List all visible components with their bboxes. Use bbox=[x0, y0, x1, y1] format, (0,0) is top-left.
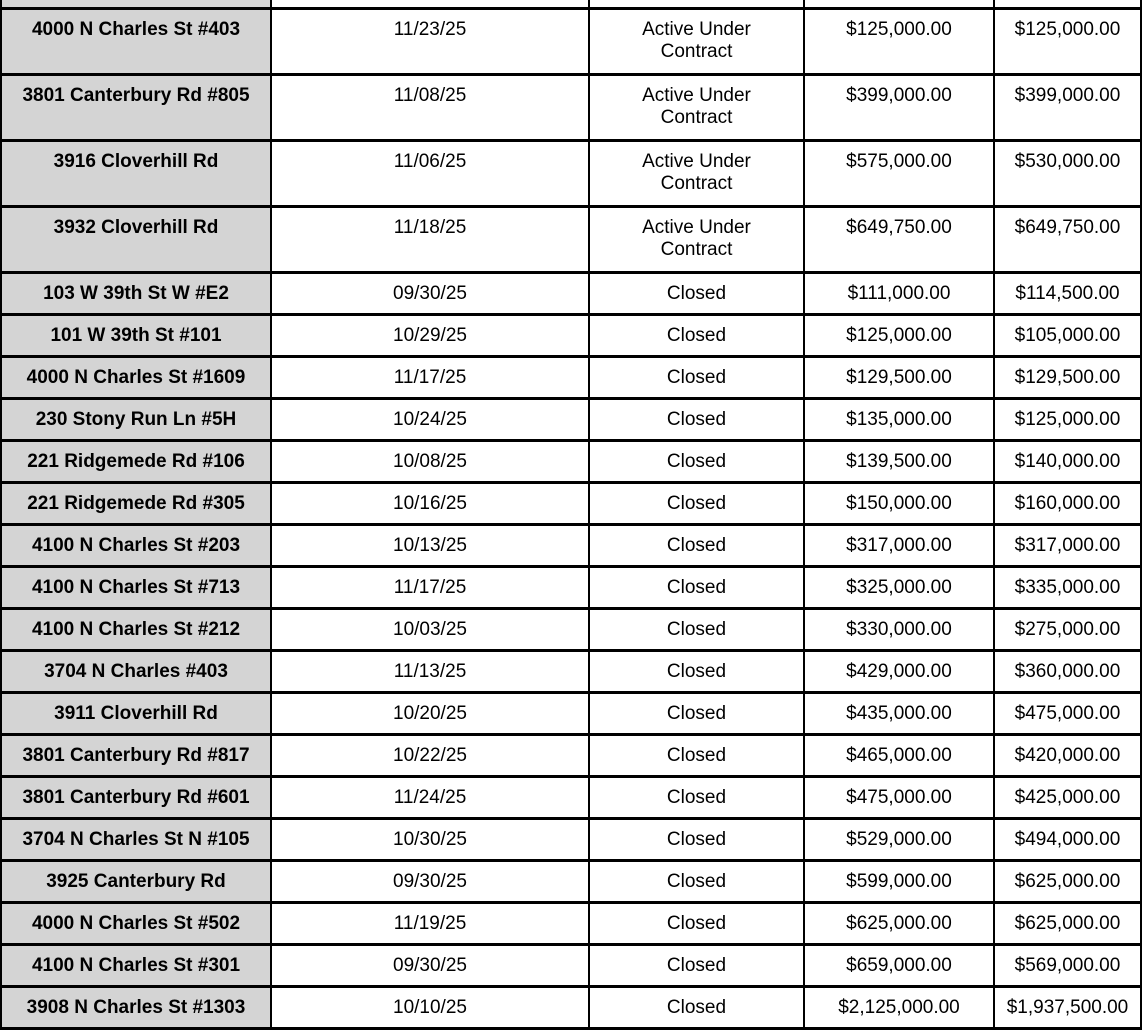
address-cell bbox=[1, 0, 271, 8]
date-cell: 10/24/25 bbox=[271, 398, 589, 440]
table-row bbox=[1, 440, 1141, 482]
address-cell: 4100 N Charles St #212 bbox=[1, 608, 271, 650]
status-text: Closed bbox=[666, 744, 727, 766]
date-cell: 10/03/25 bbox=[271, 608, 589, 650]
address-cell: 101 W 39th St #101 bbox=[1, 314, 271, 356]
status-text: Closed bbox=[666, 870, 727, 892]
sold-price-cell: $335,000.00 bbox=[994, 566, 1141, 608]
table-row bbox=[1, 986, 1141, 1028]
table-row bbox=[1, 776, 1141, 818]
status-cell bbox=[589, 524, 804, 566]
status-text: Closed bbox=[666, 702, 727, 724]
sold-price-cell: $399,000.00 bbox=[994, 74, 1141, 140]
sold-price-cell: $475,000.00 bbox=[994, 692, 1141, 734]
status-cell bbox=[589, 776, 804, 818]
table-row bbox=[1, 818, 1141, 860]
table-row bbox=[1, 272, 1141, 314]
address-cell: 3704 N Charles #403 bbox=[1, 650, 271, 692]
listings-table-body bbox=[1, 0, 1141, 1028]
sold-price-cell: $530,000.00 bbox=[994, 140, 1141, 206]
date-cell: 11/18/25 bbox=[271, 206, 589, 272]
list-price-cell: $649,750.00 bbox=[804, 206, 994, 272]
sold-price-cell: $129,500.00 bbox=[994, 356, 1141, 398]
address-cell: 4100 N Charles St #203 bbox=[1, 524, 271, 566]
table-row bbox=[1, 482, 1141, 524]
list-price-cell: $135,000.00 bbox=[804, 398, 994, 440]
address-cell: 3704 N Charles St N #105 bbox=[1, 818, 271, 860]
date-cell: 10/22/25 bbox=[271, 734, 589, 776]
list-price-cell: $139,500.00 bbox=[804, 440, 994, 482]
status-cell bbox=[589, 692, 804, 734]
status-cell bbox=[589, 818, 804, 860]
list-price-cell: $2,125,000.00 bbox=[804, 986, 994, 1028]
status-cell bbox=[589, 944, 804, 986]
table-row bbox=[1, 314, 1141, 356]
address-cell: 3911 Cloverhill Rd bbox=[1, 692, 271, 734]
address-cell: 3908 N Charles St #1303 bbox=[1, 986, 271, 1028]
sold-price-cell: $125,000.00 bbox=[994, 8, 1141, 74]
address-cell: 4100 N Charles St #713 bbox=[1, 566, 271, 608]
list-price-cell: $111,000.00 bbox=[804, 272, 994, 314]
list-price-cell: $317,000.00 bbox=[804, 524, 994, 566]
list-price-cell: $475,000.00 bbox=[804, 776, 994, 818]
date-cell: 11/24/25 bbox=[271, 776, 589, 818]
status-text: Active Under Contract bbox=[642, 18, 751, 62]
status-cell bbox=[589, 272, 804, 314]
status-text: Closed bbox=[666, 618, 727, 640]
status-text: Closed bbox=[666, 282, 727, 304]
table-row bbox=[1, 74, 1141, 140]
date-cell: 11/17/25 bbox=[271, 356, 589, 398]
address-cell: 3801 Canterbury Rd #805 bbox=[1, 74, 271, 140]
status-text: Closed bbox=[666, 492, 727, 514]
status-text: Active Under Contract bbox=[642, 150, 751, 194]
list-price-cell: $625,000.00 bbox=[804, 902, 994, 944]
sold-price-cell: $125,000.00 bbox=[994, 398, 1141, 440]
status-cell bbox=[589, 482, 804, 524]
list-price-cell: $325,000.00 bbox=[804, 566, 994, 608]
status-text: Closed bbox=[666, 660, 727, 682]
date-cell: 09/30/25 bbox=[271, 860, 589, 902]
status-text: Closed bbox=[666, 576, 727, 598]
status-cell bbox=[589, 398, 804, 440]
table-row bbox=[1, 608, 1141, 650]
table-row bbox=[1, 860, 1141, 902]
address-cell: 221 Ridgemede Rd #106 bbox=[1, 440, 271, 482]
sold-price-cell: $625,000.00 bbox=[994, 902, 1141, 944]
list-price-cell: $599,000.00 bbox=[804, 860, 994, 902]
sold-price-cell: $1,937,500.00 bbox=[994, 986, 1141, 1028]
date-cell: 09/30/25 bbox=[271, 272, 589, 314]
list-price-cell: $150,000.00 bbox=[804, 482, 994, 524]
status-text: Closed bbox=[666, 408, 727, 430]
address-cell: 4000 N Charles St #1609 bbox=[1, 356, 271, 398]
list-price-cell: $575,000.00 bbox=[804, 140, 994, 206]
sold-price-cell: $317,000.00 bbox=[994, 524, 1141, 566]
list-price-cell: $529,000.00 bbox=[804, 818, 994, 860]
table-row bbox=[1, 650, 1141, 692]
cut-off-row bbox=[1, 0, 1141, 8]
status-cell bbox=[589, 74, 804, 140]
date-cell: 10/10/25 bbox=[271, 986, 589, 1028]
status-text: Closed bbox=[666, 450, 727, 472]
table-row bbox=[1, 140, 1141, 206]
status-text: Active Under Contract bbox=[642, 216, 751, 260]
status-text: Closed bbox=[666, 912, 727, 934]
sold-price-cell: $140,000.00 bbox=[994, 440, 1141, 482]
table-row bbox=[1, 566, 1141, 608]
sold-price-cell: $494,000.00 bbox=[994, 818, 1141, 860]
table-row bbox=[1, 734, 1141, 776]
date-cell: 10/29/25 bbox=[271, 314, 589, 356]
list-price-cell: $125,000.00 bbox=[804, 314, 994, 356]
table-row bbox=[1, 944, 1141, 986]
sold-price-cell: $114,500.00 bbox=[994, 272, 1141, 314]
sold-price-cell: $625,000.00 bbox=[994, 860, 1141, 902]
address-cell: 3925 Canterbury Rd bbox=[1, 860, 271, 902]
address-cell: 230 Stony Run Ln #5H bbox=[1, 398, 271, 440]
sold-price-cell: $160,000.00 bbox=[994, 482, 1141, 524]
date-cell: 11/23/25 bbox=[271, 8, 589, 74]
date-cell: 11/19/25 bbox=[271, 902, 589, 944]
list-price-cell: $399,000.00 bbox=[804, 74, 994, 140]
list-price-cell: $435,000.00 bbox=[804, 692, 994, 734]
date-cell: 11/17/25 bbox=[271, 566, 589, 608]
address-cell: 4000 N Charles St #502 bbox=[1, 902, 271, 944]
status-cell bbox=[589, 608, 804, 650]
sold-price-cell: $105,000.00 bbox=[994, 314, 1141, 356]
status-text: Active Under Contract bbox=[642, 84, 751, 128]
date-cell: 11/13/25 bbox=[271, 650, 589, 692]
status-cell bbox=[589, 356, 804, 398]
table-row bbox=[1, 206, 1141, 272]
sold-price-cell: $360,000.00 bbox=[994, 650, 1141, 692]
list-price-cell: $129,500.00 bbox=[804, 356, 994, 398]
status-cell bbox=[589, 8, 804, 74]
status-cell bbox=[589, 440, 804, 482]
sold-price-cell bbox=[994, 0, 1141, 8]
status-cell bbox=[589, 734, 804, 776]
list-price-cell: $125,000.00 bbox=[804, 8, 994, 74]
status-text: Closed bbox=[666, 324, 727, 346]
sold-price-cell: $569,000.00 bbox=[994, 944, 1141, 986]
status-cell bbox=[589, 650, 804, 692]
date-cell: 10/20/25 bbox=[271, 692, 589, 734]
address-cell: 221 Ridgemede Rd #305 bbox=[1, 482, 271, 524]
status-text: Closed bbox=[666, 786, 727, 808]
address-cell: 3916 Cloverhill Rd bbox=[1, 140, 271, 206]
table-row bbox=[1, 902, 1141, 944]
list-price-cell: $465,000.00 bbox=[804, 734, 994, 776]
address-cell: 4100 N Charles St #301 bbox=[1, 944, 271, 986]
sold-price-cell: $275,000.00 bbox=[994, 608, 1141, 650]
status-text: Closed bbox=[666, 954, 727, 976]
date-cell: 10/13/25 bbox=[271, 524, 589, 566]
status-text: Closed bbox=[666, 366, 727, 388]
status-cell bbox=[589, 902, 804, 944]
status-text: Closed bbox=[666, 534, 727, 556]
status-cell bbox=[589, 140, 804, 206]
date-cell: 10/30/25 bbox=[271, 818, 589, 860]
status-cell bbox=[589, 0, 804, 8]
table-row bbox=[1, 692, 1141, 734]
table-row bbox=[1, 524, 1141, 566]
sold-price-cell: $420,000.00 bbox=[994, 734, 1141, 776]
list-price-cell: $429,000.00 bbox=[804, 650, 994, 692]
date-cell: 09/30/25 bbox=[271, 944, 589, 986]
date-cell: 11/08/25 bbox=[271, 74, 589, 140]
address-cell: 3801 Canterbury Rd #817 bbox=[1, 734, 271, 776]
sold-price-cell: $425,000.00 bbox=[994, 776, 1141, 818]
date-cell bbox=[271, 0, 589, 8]
status-cell bbox=[589, 986, 804, 1028]
date-cell: 11/06/25 bbox=[271, 140, 589, 206]
address-cell: 103 W 39th St W #E2 bbox=[1, 272, 271, 314]
status-cell bbox=[589, 206, 804, 272]
status-cell bbox=[589, 860, 804, 902]
status-text: Closed bbox=[666, 828, 727, 850]
address-cell: 3801 Canterbury Rd #601 bbox=[1, 776, 271, 818]
list-price-cell: $659,000.00 bbox=[804, 944, 994, 986]
status-cell bbox=[589, 566, 804, 608]
address-cell: 3932 Cloverhill Rd bbox=[1, 206, 271, 272]
table-row bbox=[1, 398, 1141, 440]
list-price-cell: $330,000.00 bbox=[804, 608, 994, 650]
table-row bbox=[1, 8, 1141, 74]
list-price-cell bbox=[804, 0, 994, 8]
table-row bbox=[1, 356, 1141, 398]
date-cell: 10/16/25 bbox=[271, 482, 589, 524]
status-text: Closed bbox=[666, 996, 727, 1018]
status-cell bbox=[589, 314, 804, 356]
address-cell: 4000 N Charles St #403 bbox=[1, 8, 271, 74]
sold-price-cell: $649,750.00 bbox=[994, 206, 1141, 272]
date-cell: 10/08/25 bbox=[271, 440, 589, 482]
